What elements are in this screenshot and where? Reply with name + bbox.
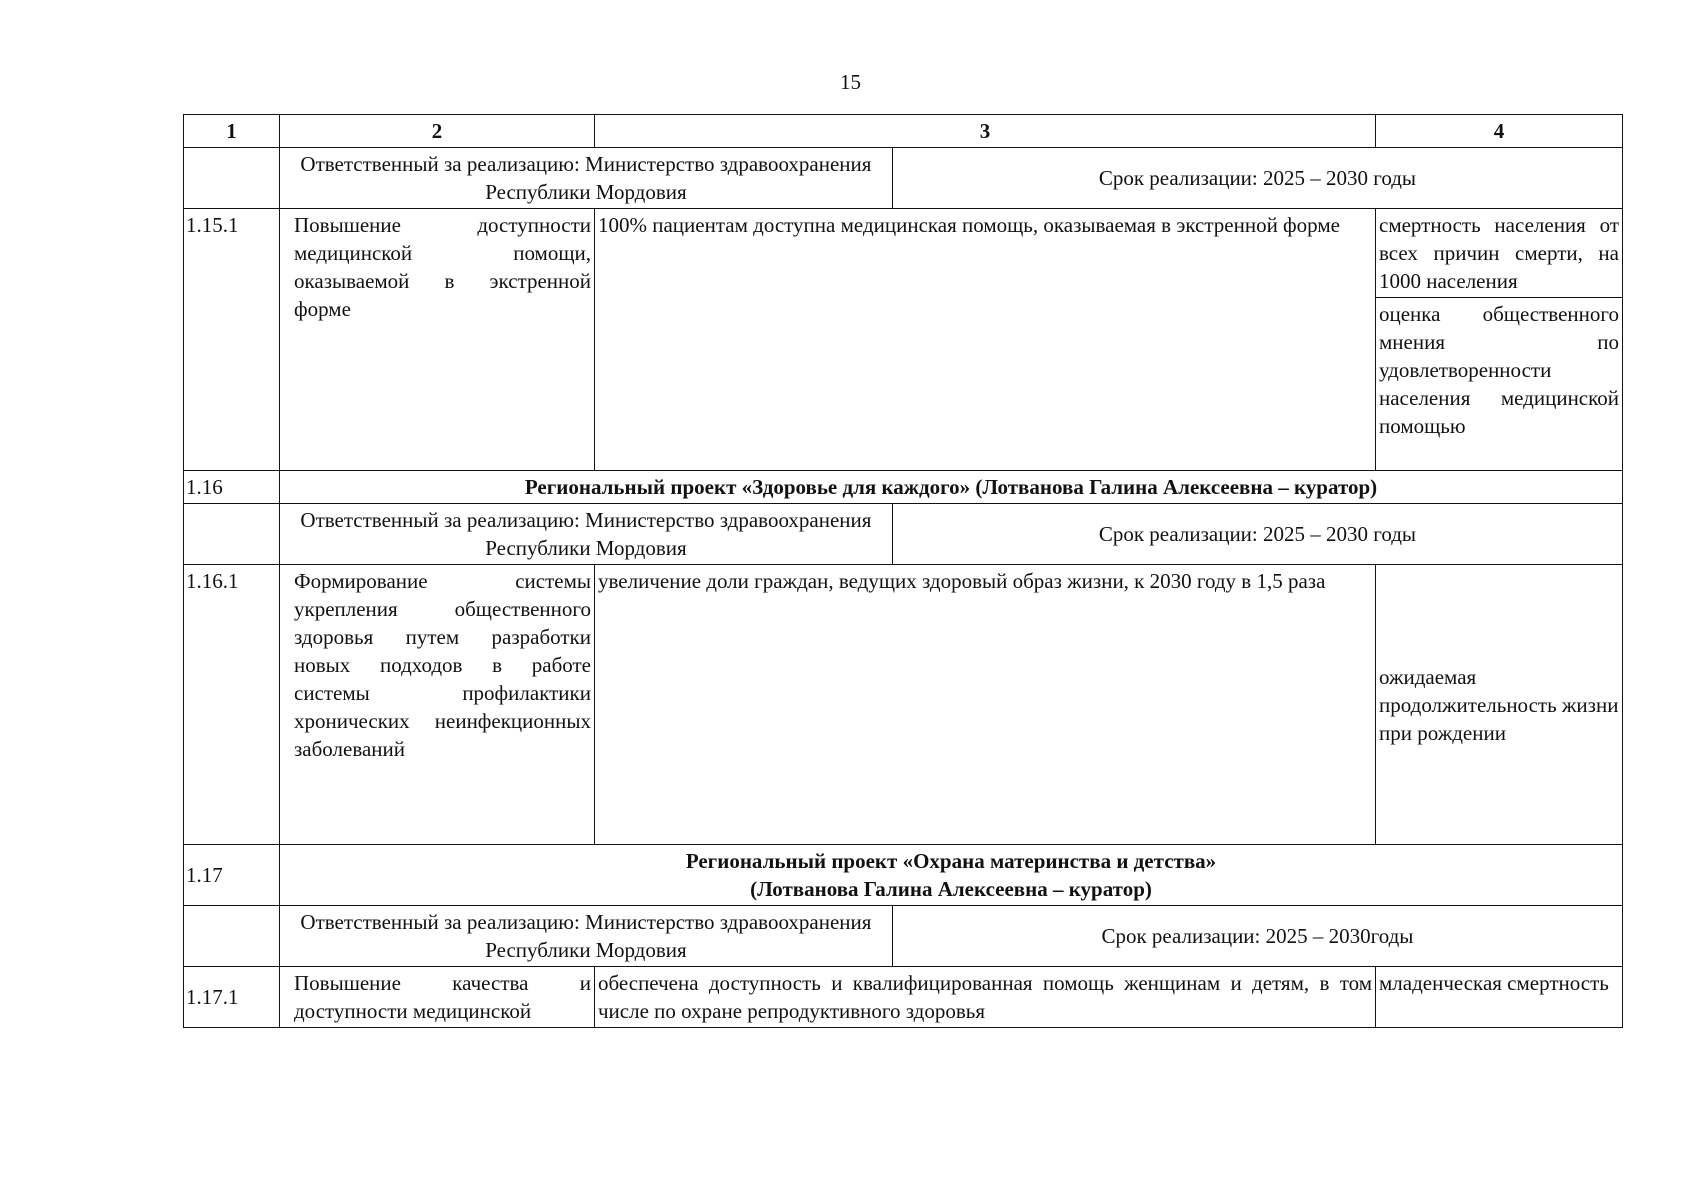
- term-cell: Срок реализации: 2025 – 2030 годы: [1098, 166, 1417, 190]
- header-col-4: 4: [1376, 115, 1623, 148]
- result-cell: обеспечена доступность и квалифицированная помощь женщинам и детям, в том числе по охране репродуктивного здоровья: [595, 967, 1376, 1028]
- section-number: 1.17: [184, 845, 280, 906]
- section-title: Региональный проект «Здоровье для каждого» (Лотванова Галина Алексеевна – куратор): [280, 471, 1623, 504]
- header-col-2: 2: [280, 115, 595, 148]
- indicator-cell: младенческая смертность: [1376, 967, 1623, 1028]
- section-row-1-17: [184, 845, 1623, 906]
- section-title-line: (Лотванова Галина Алексеевна – куратор): [750, 877, 1152, 901]
- result-cell: увеличение доли граждан, ведущих здоровый образ жизни, к 2030 году в 1,5 раза: [595, 565, 1376, 845]
- indicator-item: смертность населения от всех причин смерти, на 1000 населения: [1376, 209, 1622, 298]
- task-cell: Формирование системы укрепления общественного здоровья путем разработки новых подходов в работе системы профилактики хронических неинфекционных заболеваний: [280, 565, 595, 845]
- responsible-cell: Ответственный за реализацию: Министерство здравоохранения Республики Мордовия: [280, 504, 892, 564]
- header-col-3: 3: [595, 115, 1376, 148]
- row-number: 1.16.1: [184, 565, 280, 845]
- section-title-line: Региональный проект «Охрана материнства и детства»: [685, 849, 1217, 873]
- page-number: 15: [840, 70, 861, 94]
- indicator-item: оценка общественного мнения по удовлетворенности населения медицинской помощью: [1379, 302, 1619, 438]
- indicator-cell: [1376, 209, 1623, 471]
- table-row-1-17-1: [184, 967, 1623, 1028]
- row-number: 1.15.1: [184, 209, 280, 471]
- table-row-1-15-1: [184, 209, 1623, 471]
- table-row-1-16-1: [184, 565, 1623, 845]
- responsible-row-1-15: [184, 148, 1623, 209]
- section-number: 1.16: [184, 471, 280, 504]
- header-row: [184, 115, 1623, 148]
- indicator-cell: ожидаемая продолжительность жизни при рождении: [1376, 565, 1623, 845]
- task-cell: Повышение доступности медицинской помощи, оказываемой в экстренной форме: [280, 209, 595, 471]
- header-col-1: 1: [184, 115, 280, 148]
- plan-table: [183, 114, 1623, 1028]
- result-cell: 100% пациентам доступна медицинская помощь, оказываемая в экстренной форме: [595, 209, 1376, 471]
- task-cell: Повышение качества и доступности медицинской: [280, 967, 595, 1028]
- term-cell: Срок реализации: 2025 – 2030годы: [1101, 924, 1414, 948]
- responsible-row-1-17: [184, 906, 1623, 967]
- responsible-cell: Ответственный за реализацию: Министерство здравоохранения Республики Мордовия: [280, 906, 892, 966]
- responsible-row-1-16: [184, 504, 1623, 565]
- term-cell: Срок реализации: 2025 – 2030 годы: [1098, 522, 1417, 546]
- responsible-cell: Ответственный за реализацию: Министерство здравоохранения Республики Мордовия: [280, 148, 892, 208]
- section-title: [280, 845, 1623, 906]
- section-row-1-16: [184, 471, 1623, 504]
- row-number: 1.17.1: [184, 967, 280, 1028]
